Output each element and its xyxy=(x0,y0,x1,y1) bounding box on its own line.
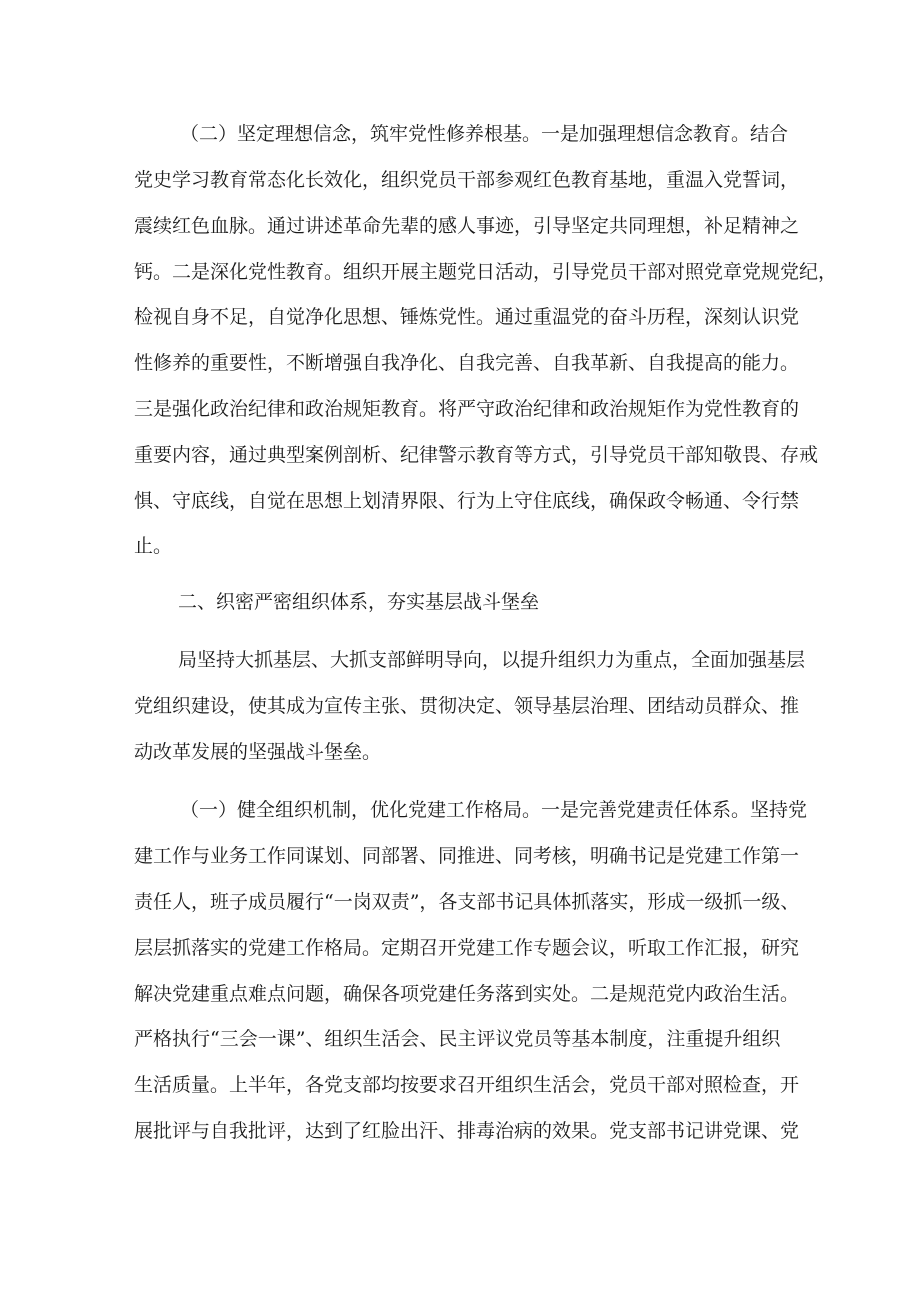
text-line: 止。 xyxy=(134,535,173,557)
text-line: 展批评与自我批评，达到了红脸出汗、排毒治病的效果。党支部书记讲党课、党 xyxy=(134,1120,800,1142)
text-line: 震续红色血脉。通过讲述革命先辈的感人事迹，引导坚定共同理想，补足精神之 xyxy=(134,215,800,237)
text-line: 动改革发展的坚强战斗堡垒。 xyxy=(134,741,382,763)
text-line: 生活质量。上半年，各党支部均按要求召开组织生活会，党员干部对照检查，开 xyxy=(134,1074,800,1096)
text-line: 党组织建设，使其成为宣传主张、贯彻决定、领导基层治理、团结动员群众、推 xyxy=(134,695,800,717)
text-line: （一）健全组织机制，优化党建工作格局。一是完善党建责任体系。坚持党 xyxy=(180,799,808,821)
text-line: 层层抓落实的党建工作格局。定期召开党建工作专题会议，听取工作汇报，研究 xyxy=(134,937,800,959)
text-line: 钙。二是深化党性教育。组织开展主题党日活动，引导党员干部对照党章党规党纪， xyxy=(134,261,838,283)
text-line: 党史学习教育常态化长效化，组织党员干部参观红色教育基地，重温入党誓词， xyxy=(134,169,800,191)
text-line: 严格执行“三会一课”、组织生活会、民主评议党员等基本制度，注重提升组织 xyxy=(134,1028,781,1050)
text-line: 三是强化政治纪律和政治规矩教育。将严守政治纪律和政治规矩作为党性教育的 xyxy=(134,398,800,420)
text-line: （二）坚定理想信念，筑牢党性修养根基。一是加强理想信念教育。结合 xyxy=(180,123,789,145)
text-line: 重要内容，通过典型案例剖析、纪律警示教育等方式，引导党员干部知敬畏、存戒 xyxy=(134,444,819,466)
text-line: 性修养的重要性，不断增强自我净化、自我完善、自我革新、自我提高的能力。 xyxy=(134,352,800,374)
section-heading: 二、织密严密组织体系，夯实基层战斗堡垒 xyxy=(178,591,540,613)
text-line: 检视自身不足，自觉净化思想、锤炼党性。通过重温党的奋斗历程，深刻认识党 xyxy=(134,306,800,328)
text-line: 局坚持大抓基层、大抓支部鲜明导向，以提升组织力为重点，全面加强基层 xyxy=(178,649,806,671)
text-line: 建工作与业务工作同谋划、同部署、同推进、同考核，明确书记是党建工作第一 xyxy=(134,845,800,867)
text-line: 惧、守底线，自觉在思想上划清界限、行为上守住底线，确保政令畅通、令行禁 xyxy=(134,490,800,512)
text-line: 解决党建重点难点问题，确保各项党建任务落到实处。二是规范党内政治生活。 xyxy=(134,983,800,1005)
text-line: 责任人，班子成员履行“一岗双责”，各支部书记具体抓落实，形成一级抓一级、 xyxy=(134,891,800,913)
